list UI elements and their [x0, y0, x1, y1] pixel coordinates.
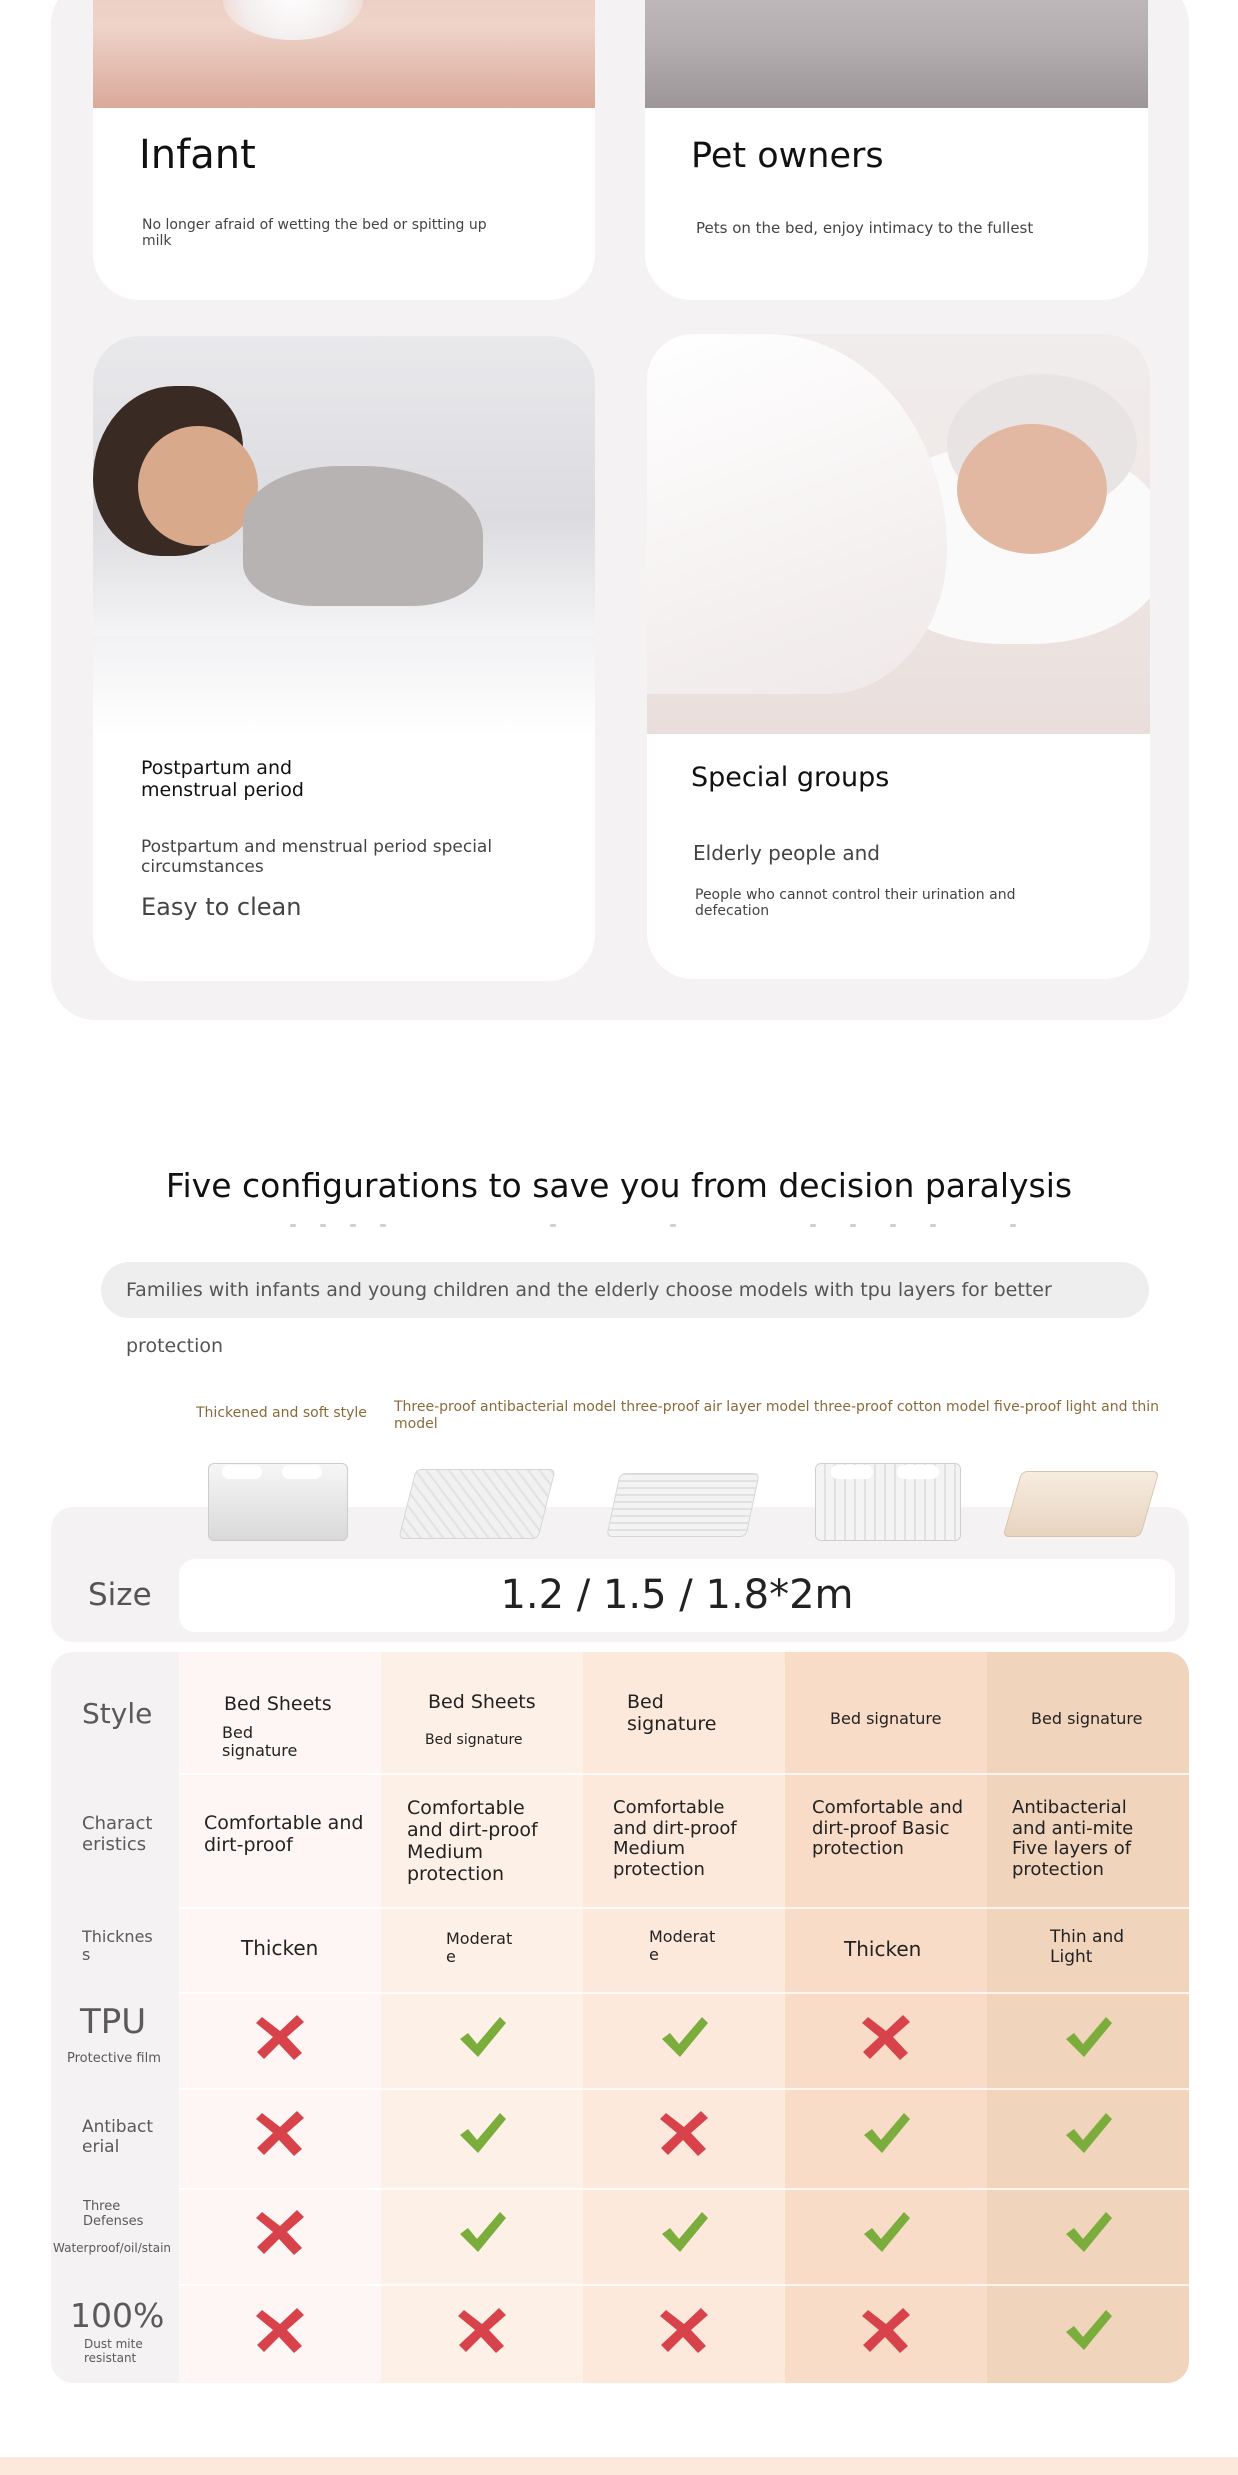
style-cell-5: Bed signature	[1031, 1709, 1143, 1728]
thick-cell-1: Thicken	[241, 1936, 319, 1960]
comparison-table	[51, 1652, 1189, 2383]
card-infant	[93, 0, 595, 300]
cross-icon	[254, 2107, 306, 2159]
char-cell-1: Comfortable and dirt-proof	[204, 1812, 364, 1856]
row-label-characteristics: Charact eristics	[82, 1813, 153, 1855]
row-label-dust-sub: Dust mite resistant	[84, 2337, 143, 2365]
card-title: Pet owners	[691, 136, 884, 176]
row-divider	[179, 1992, 1189, 1994]
row-divider	[179, 1907, 1189, 1909]
row-label-dust: 100%	[70, 2296, 165, 2335]
elderly-photo	[647, 334, 1150, 734]
cross-icon	[254, 2011, 306, 2063]
product-image-2	[401, 1455, 556, 1545]
product-image-1	[202, 1455, 352, 1545]
card-description: Postpartum and menstrual period special circumstances	[141, 837, 493, 877]
section-headline: Five configurations to save you from decision paralysis	[165, 1166, 1073, 1205]
row-label-tpu-sub: Protective film	[67, 2051, 161, 2066]
row-label-style: Style	[82, 1697, 153, 1730]
size-value: 1.2 / 1.5 / 1.8*2m	[179, 1559, 1175, 1632]
cross-icon	[860, 2011, 912, 2063]
check-icon	[456, 2011, 508, 2063]
style-cell-1: Bed Sheets	[224, 1693, 332, 1715]
check-icon	[1062, 2206, 1114, 2258]
row-divider	[179, 1773, 1189, 1775]
style-sub-cell-2: Bed signature	[425, 1732, 523, 1748]
card-subtitle: Elderly people and	[693, 841, 880, 865]
style-sub-cell-1: Bed signature	[222, 1723, 298, 1761]
style-cell-4: Bed signature	[830, 1709, 942, 1728]
check-icon	[1062, 2011, 1114, 2063]
check-icon	[456, 2107, 508, 2159]
cross-icon	[860, 2304, 912, 2356]
cross-icon	[254, 2206, 306, 2258]
pet-photo	[645, 0, 1148, 108]
thick-cell-4: Thicken	[844, 1937, 922, 1961]
check-icon	[456, 2206, 508, 2258]
card-extra-text: Easy to clean	[141, 893, 302, 921]
card-title: Special groups	[691, 762, 890, 793]
model-label-rest: Three-proof antibacterial model three-proof air layer model three-proof cotton model five-proof light and thin model	[394, 1399, 1160, 1432]
check-icon	[658, 2206, 710, 2258]
row-label-three-defenses: Three Defenses	[83, 2199, 144, 2229]
card-title: Infant	[139, 132, 256, 178]
product-image-3	[607, 1455, 762, 1545]
card-description: People who cannot control their urination and defecation	[695, 887, 1016, 920]
style-cell-3: Bed signature	[627, 1691, 717, 1735]
row-divider	[179, 2088, 1189, 2090]
check-icon	[1062, 2107, 1114, 2159]
cross-icon	[658, 2304, 710, 2356]
product-image-4	[811, 1455, 966, 1545]
char-cell-3: Comfortable and dirt-proof Medium protection	[613, 1797, 737, 1881]
style-cell-2: Bed Sheets	[428, 1691, 536, 1713]
card-pet-owners	[645, 0, 1148, 300]
char-cell-2: Comfortable and dirt-proof Medium protection	[407, 1797, 538, 1885]
char-cell-4: Comfortable and dirt-proof Basic protection	[812, 1797, 964, 1860]
row-label-thickness: Thicknes s	[82, 1927, 153, 1965]
size-label: Size	[88, 1577, 152, 1613]
cross-icon	[456, 2304, 508, 2356]
infant-photo	[93, 0, 595, 108]
woman-photo	[93, 336, 595, 736]
row-divider	[179, 2284, 1189, 2286]
card-description: Pets on the bed, enjoy intimacy to the fullest	[696, 219, 1034, 237]
bottom-strip	[0, 2457, 1238, 2475]
cross-icon	[254, 2304, 306, 2356]
check-icon	[860, 2206, 912, 2258]
thick-cell-3: Moderat e	[649, 1927, 716, 1965]
card-title: Postpartum and menstrual period	[141, 757, 304, 801]
row-divider	[179, 2188, 1189, 2190]
card-postpartum	[93, 336, 595, 981]
cross-icon	[658, 2107, 710, 2159]
card-description: No longer afraid of wetting the bed or spitting up milk	[142, 217, 487, 250]
char-cell-5: Antibacterial and anti-mite Five layers of protection	[1012, 1797, 1134, 1881]
recommendation-pill: Families with infants and young children and the elderly choose models with tpu layers for better protection	[101, 1262, 1149, 1318]
row-label-three-defenses-sub: Waterproof/oil/stain	[53, 2241, 172, 2255]
product-image-5	[1006, 1455, 1161, 1545]
thick-cell-5: Thin and Light	[1050, 1927, 1125, 1967]
row-label-tpu: TPU	[80, 2002, 147, 2042]
check-icon	[658, 2011, 710, 2063]
check-icon	[860, 2107, 912, 2159]
check-icon	[1062, 2304, 1114, 2356]
decorative-dots	[290, 1224, 1030, 1228]
thick-cell-2: Moderat e	[446, 1929, 513, 1967]
row-label-antibacterial: Antibact erial	[82, 2117, 154, 2157]
card-special-groups	[647, 334, 1150, 979]
model-label-first: Thickened and soft style	[196, 1405, 367, 1421]
